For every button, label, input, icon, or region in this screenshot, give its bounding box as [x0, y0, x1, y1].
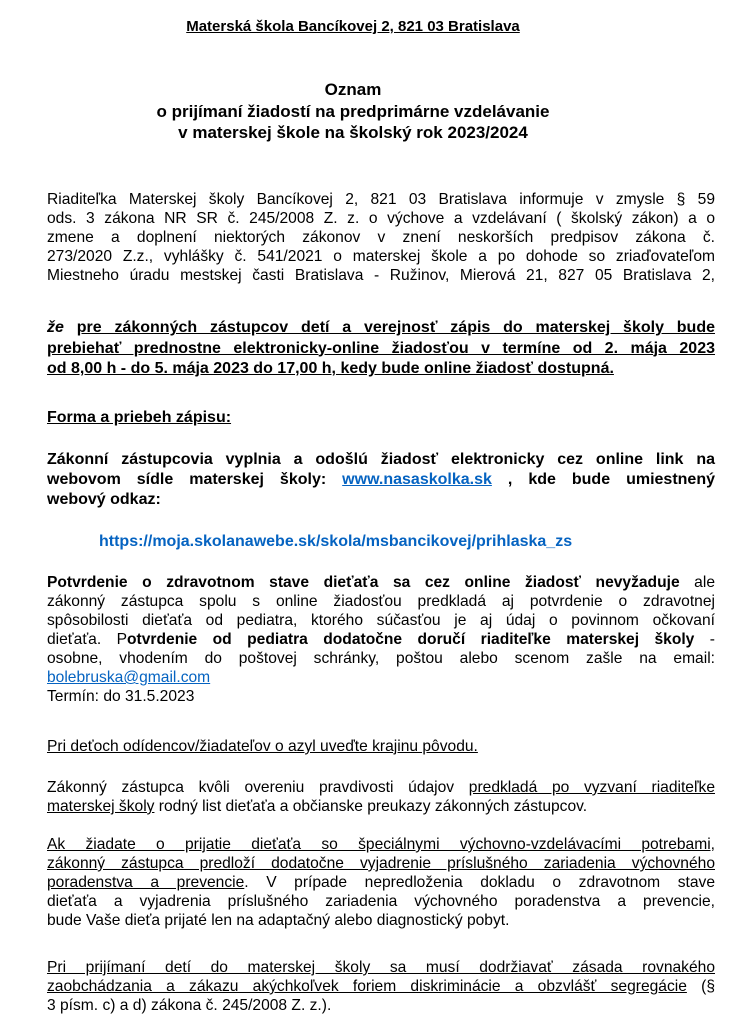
equality-underlined: zaobchádzania a zákazu akýchkoľvek foriem diskriminácie a obzvlášť segregácie	[47, 978, 687, 995]
intro-line: Miestneho úradu mestskej časti Bratislava - Ružinov, Mierová 21, 827 05 Bratislava 2,	[47, 267, 715, 284]
health-line: spôsobilosti dieťaťa od pediatra, ktorého súčasťou je aj údaj o povinnom očkovaní	[47, 612, 715, 629]
announce-line: prebiehať prednostne elektronicky-online žiadosťou v termíne od 2. mája 2023	[47, 339, 715, 357]
health-line-4a: dieťaťa. P	[47, 631, 128, 648]
docs-underlined-2: materskej školy	[47, 798, 155, 815]
online-line: webový odkaz:	[47, 491, 161, 508]
docs-underlined: predkladá po vyzvaní riaditeľke	[468, 779, 715, 796]
docs-rest: rodný list dieťaťa a občianske preukazy zákonných zástupcov.	[154, 798, 588, 815]
special-line: bude Vaše dieťa prijaté len na adaptačný alebo diagnostický pobyt.	[47, 912, 510, 929]
equality-paragraph	[47, 958, 715, 1015]
intro-line: Riaditeľka Materskej školy Bancíkovej 2, 821 03 Bratislava informuje v zmysle § 59	[47, 191, 715, 208]
online-line-2b: , kde bude umiestnený	[491, 471, 715, 488]
documents-paragraph	[47, 778, 715, 816]
health-bold-2: otvrdenie od pediatra dodatočne doručí riaditeľke materskej školy	[127, 631, 695, 648]
asylum-note: Pri deťoch odídencov/žiadateľov o azyl uveďte krajinu pôvodu.	[47, 738, 478, 755]
title-line-2: o prijímaní žiadostí na predprimárne vzdelávanie	[156, 101, 550, 121]
health-paragraph	[47, 573, 715, 706]
health-rest-2: -	[694, 631, 715, 648]
form-heading: Forma a priebeh zápisu:	[47, 409, 232, 426]
school-website-link[interactable]: www.nasaskolka.sk	[342, 471, 492, 488]
special-line: dieťaťa a vyjadrenia príslušného zariadenia výchovného poradenstva a prevencie,	[47, 893, 715, 910]
intro-line: 273/2020 Z.z., vyhlášky č. 541/2021 o materskej škole a po dohode so zriaďovateľom	[47, 248, 715, 265]
special-needs-paragraph	[47, 835, 715, 930]
application-url-link[interactable]: https://moja.skolanawebe.sk/skola/msbancikovej/prihlaska_zs	[99, 533, 573, 550]
intro-paragraph	[47, 190, 715, 285]
announcement-title	[0, 79, 752, 144]
equality-rest: (§	[686, 978, 715, 995]
special-line: Ak žiadate o prijatie dieťaťa so špeciálnymi výchovno-vzdelávacími potrebami,	[47, 836, 715, 853]
health-rest: ale	[679, 574, 715, 591]
special-rest: . V prípade nepredloženia dokladu o zdravotnom stave	[244, 874, 715, 891]
email-link[interactable]: bolebruska@gmail.com	[47, 669, 211, 686]
announce-line: od 8,00 h - do 5. mája 2023 do 17,00 h, kedy bude online žiadosť dostupná.	[47, 360, 614, 377]
title-line-3: v materskej škole na školský rok 2023/2024	[178, 123, 528, 142]
title-line-1: Oznam	[324, 80, 382, 99]
announcement-paragraph	[47, 318, 715, 380]
application-url-row	[99, 532, 699, 551]
health-line: zákonný zástupca spolu s online žiadosťou predkladá aj potvrdenie o zdravotnej	[47, 593, 715, 610]
deadline: Termín: do 31.5.2023	[47, 688, 195, 705]
intro-line: zmene a doplnení niektorých zákonov v znení neskorších predpisov zákona č.	[47, 229, 715, 246]
intro-line: ods. 3 zákona NR SR č. 245/2008 Z. z. o výchove a vzdelávaní ( školský zákon) a o	[47, 210, 715, 227]
announce-line: pre zákonných zástupcov detí a verejnosť zápis do materskej školy bude	[76, 319, 715, 336]
health-line: osobne, vhodením do poštovej schránky, poštou alebo scenom zašle na email:	[47, 650, 715, 667]
online-line-2a: webovom sídle materskej školy:	[47, 471, 343, 488]
online-paragraph	[47, 450, 715, 510]
docs-text: Zákonný zástupca kvôli overeniu pravdivosti údajov	[47, 779, 469, 796]
school-header: Materská škola Bancíkovej 2, 821 03 Bratislava	[186, 18, 520, 35]
health-bold: Potvrdenie o zdravotnom stave dieťaťa sa cez online žiadosť nevyžaduje	[47, 574, 680, 591]
announce-ze: že	[47, 319, 64, 336]
special-underlined: poradenstva a prevencie	[47, 874, 245, 891]
special-line: zákonný zástupca predloží dodatočne vyjadrenie príslušného zariadenia výchovného	[47, 855, 715, 872]
equality-line: Pri prijímaní detí do materskej školy sa musí dodržiavať zásada rovnakého	[47, 959, 715, 976]
online-line: Zákonní zástupcovia vyplnia a odošlú žiadosť elektronicky cez online link na	[47, 451, 715, 468]
equality-line: 3 písm. c) a d) zákona č. 245/2008 Z. z.).	[47, 997, 332, 1014]
